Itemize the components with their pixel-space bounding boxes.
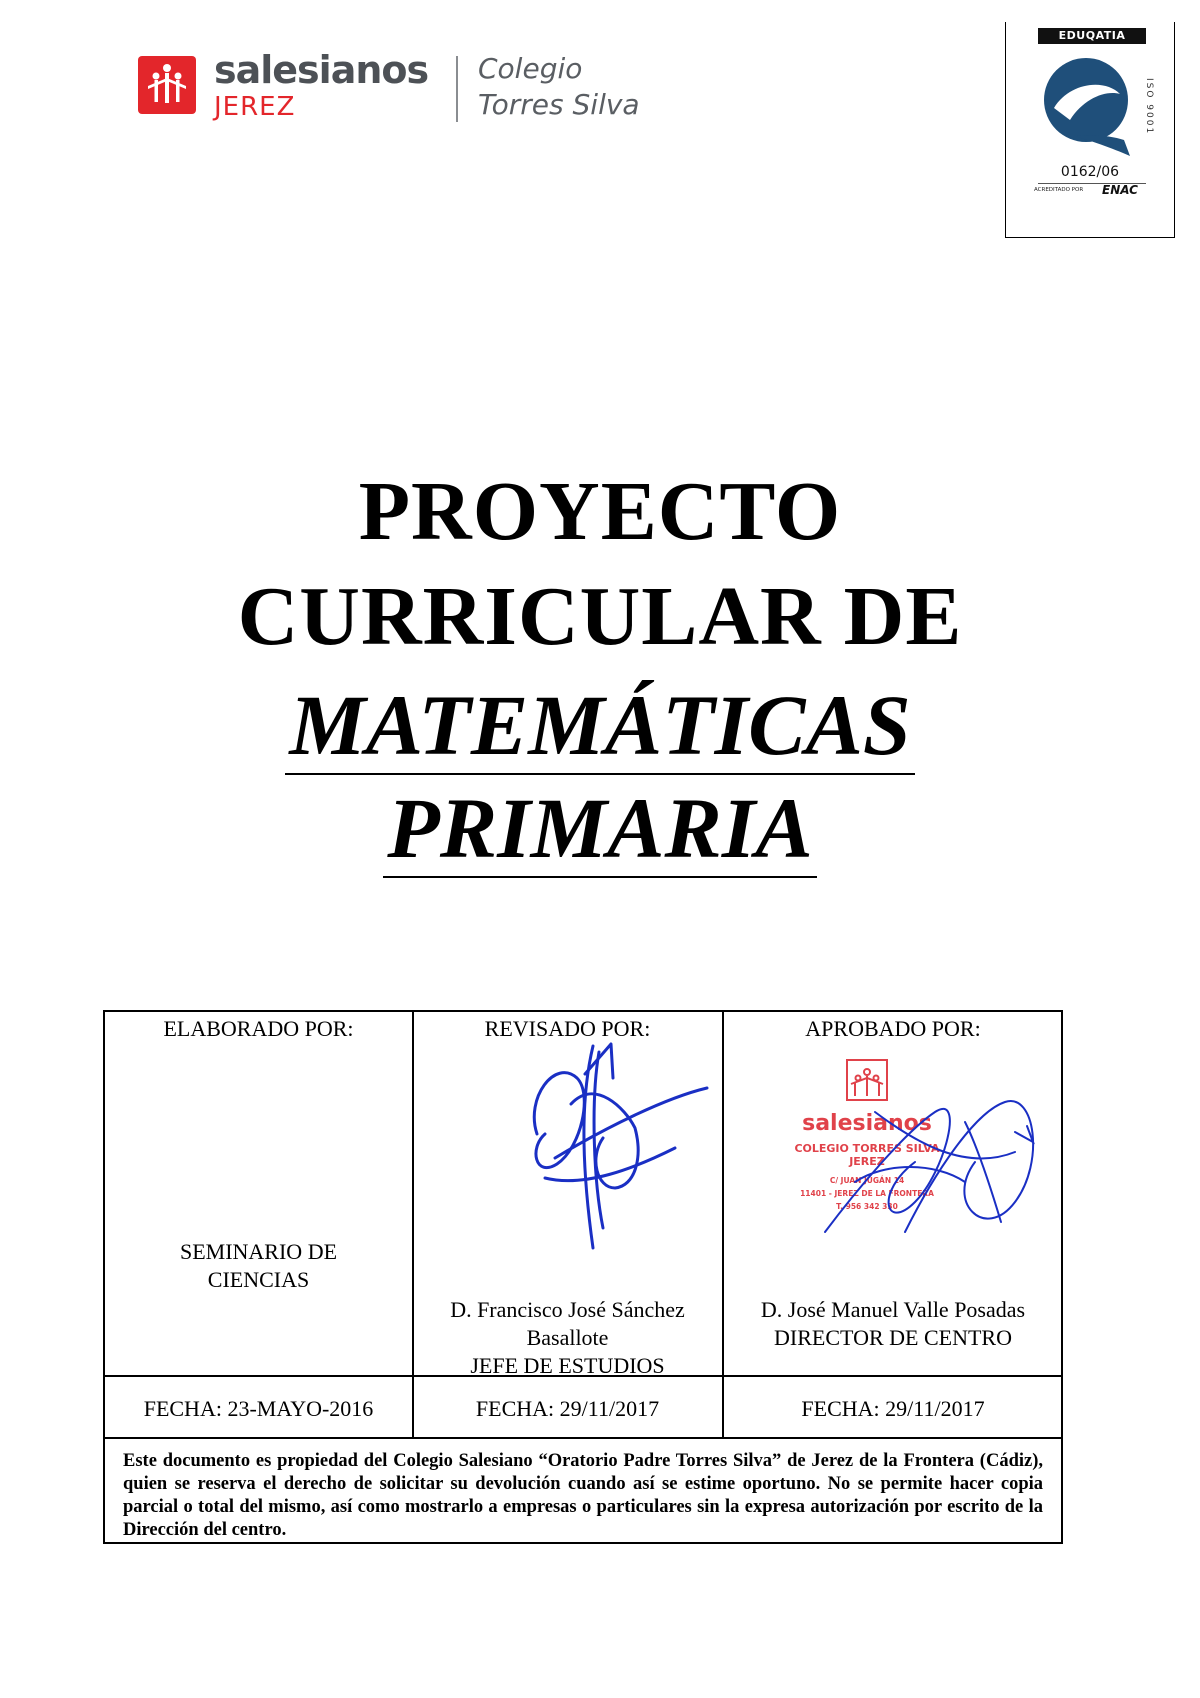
- brand-city: JEREZ: [214, 92, 296, 122]
- school-logo: [138, 48, 658, 128]
- stamp-brand: salesianos: [802, 1111, 932, 1136]
- approver-name: D. José Manuel Valle Posadas: [760, 1297, 1026, 1322]
- reviewer-role: JEFE DE ESTUDIOS: [470, 1353, 665, 1378]
- school-name-line2: Torres Silva: [478, 88, 640, 121]
- elaborado-line: CIENCIAS: [207, 1267, 310, 1292]
- stamp-line5: T. 956 342 330: [836, 1202, 898, 1211]
- school-name-line1: Colegio: [478, 52, 583, 85]
- row-divider: [105, 1437, 1061, 1439]
- ownership-notice: Este documento es propiedad del Colegio Salesiano “Oratorio Padre Torres Silva” de Jerez de la Frontera (Cádiz), quien se reserva el derecho de solicitar su devolución cuando así se estime oportuno. No se permite hacer copia parcial o total del mismo, así como mostrarlo a empresas o particulares sin la expresa autorización por escrito de la Dirección del centro.: [123, 1451, 1043, 1540]
- document-title-line1: PROYECTO: [358, 465, 842, 558]
- elaborado-line: SEMINARIO DE: [179, 1239, 338, 1264]
- certification-accredited-by: ACREDITADO POR: [1034, 187, 1084, 193]
- brand-name: salesianos: [214, 48, 429, 92]
- reviewer-name-line2: Basallote: [526, 1325, 609, 1350]
- aprobado-date: FECHA: 29/11/2017: [801, 1396, 985, 1421]
- document-title-line2: CURRICULAR DE: [237, 570, 963, 663]
- revisado-by: [413, 1296, 722, 1380]
- certification-title: EDUQATIA: [1038, 28, 1146, 44]
- salesianos-emblem-icon: [138, 56, 196, 114]
- quality-emblem-icon: [1034, 48, 1144, 158]
- stamp-line1: COLEGIO TORRES SILVA: [794, 1142, 940, 1155]
- approval-table: [103, 1010, 1063, 1544]
- approver-role: DIRECTOR DE CENTRO: [774, 1325, 1012, 1350]
- certification-accreditor: ENAC: [1102, 183, 1138, 197]
- certification-standard: ISO 9001: [1144, 78, 1154, 136]
- revisado-header: REVISADO POR:: [484, 1016, 651, 1041]
- elaborado-by: [105, 1238, 412, 1294]
- stamp-line3: C/ JUAN JUGÁN 14: [829, 1176, 905, 1185]
- stamp-line2: JEREZ: [849, 1155, 885, 1168]
- stamp-line4: 11401 - JEREZ DE LA FRONTERA: [800, 1189, 934, 1198]
- revisado-date: FECHA: 29/11/2017: [475, 1396, 660, 1421]
- level-title: PRIMARIA: [383, 780, 816, 878]
- elaborado-header: ELABORADO POR:: [163, 1016, 354, 1041]
- reviewer-signature: [485, 1038, 715, 1278]
- reviewer-name-line1: D. Francisco José Sánchez: [450, 1297, 685, 1322]
- school-stamp: [765, 1052, 1055, 1262]
- certification-number: 0162/06: [1060, 164, 1120, 180]
- document-title-line3: [0, 675, 1200, 775]
- elaborado-date: FECHA: 23-MAYO-2016: [143, 1396, 374, 1421]
- certification-badge: [1005, 22, 1175, 238]
- logo-divider: [456, 56, 458, 122]
- aprobado-by: [723, 1296, 1063, 1352]
- aprobado-header: APROBADO POR:: [805, 1016, 981, 1041]
- document-title-line4: [0, 778, 1200, 878]
- subject-title: MATEMÁTICAS: [285, 677, 914, 775]
